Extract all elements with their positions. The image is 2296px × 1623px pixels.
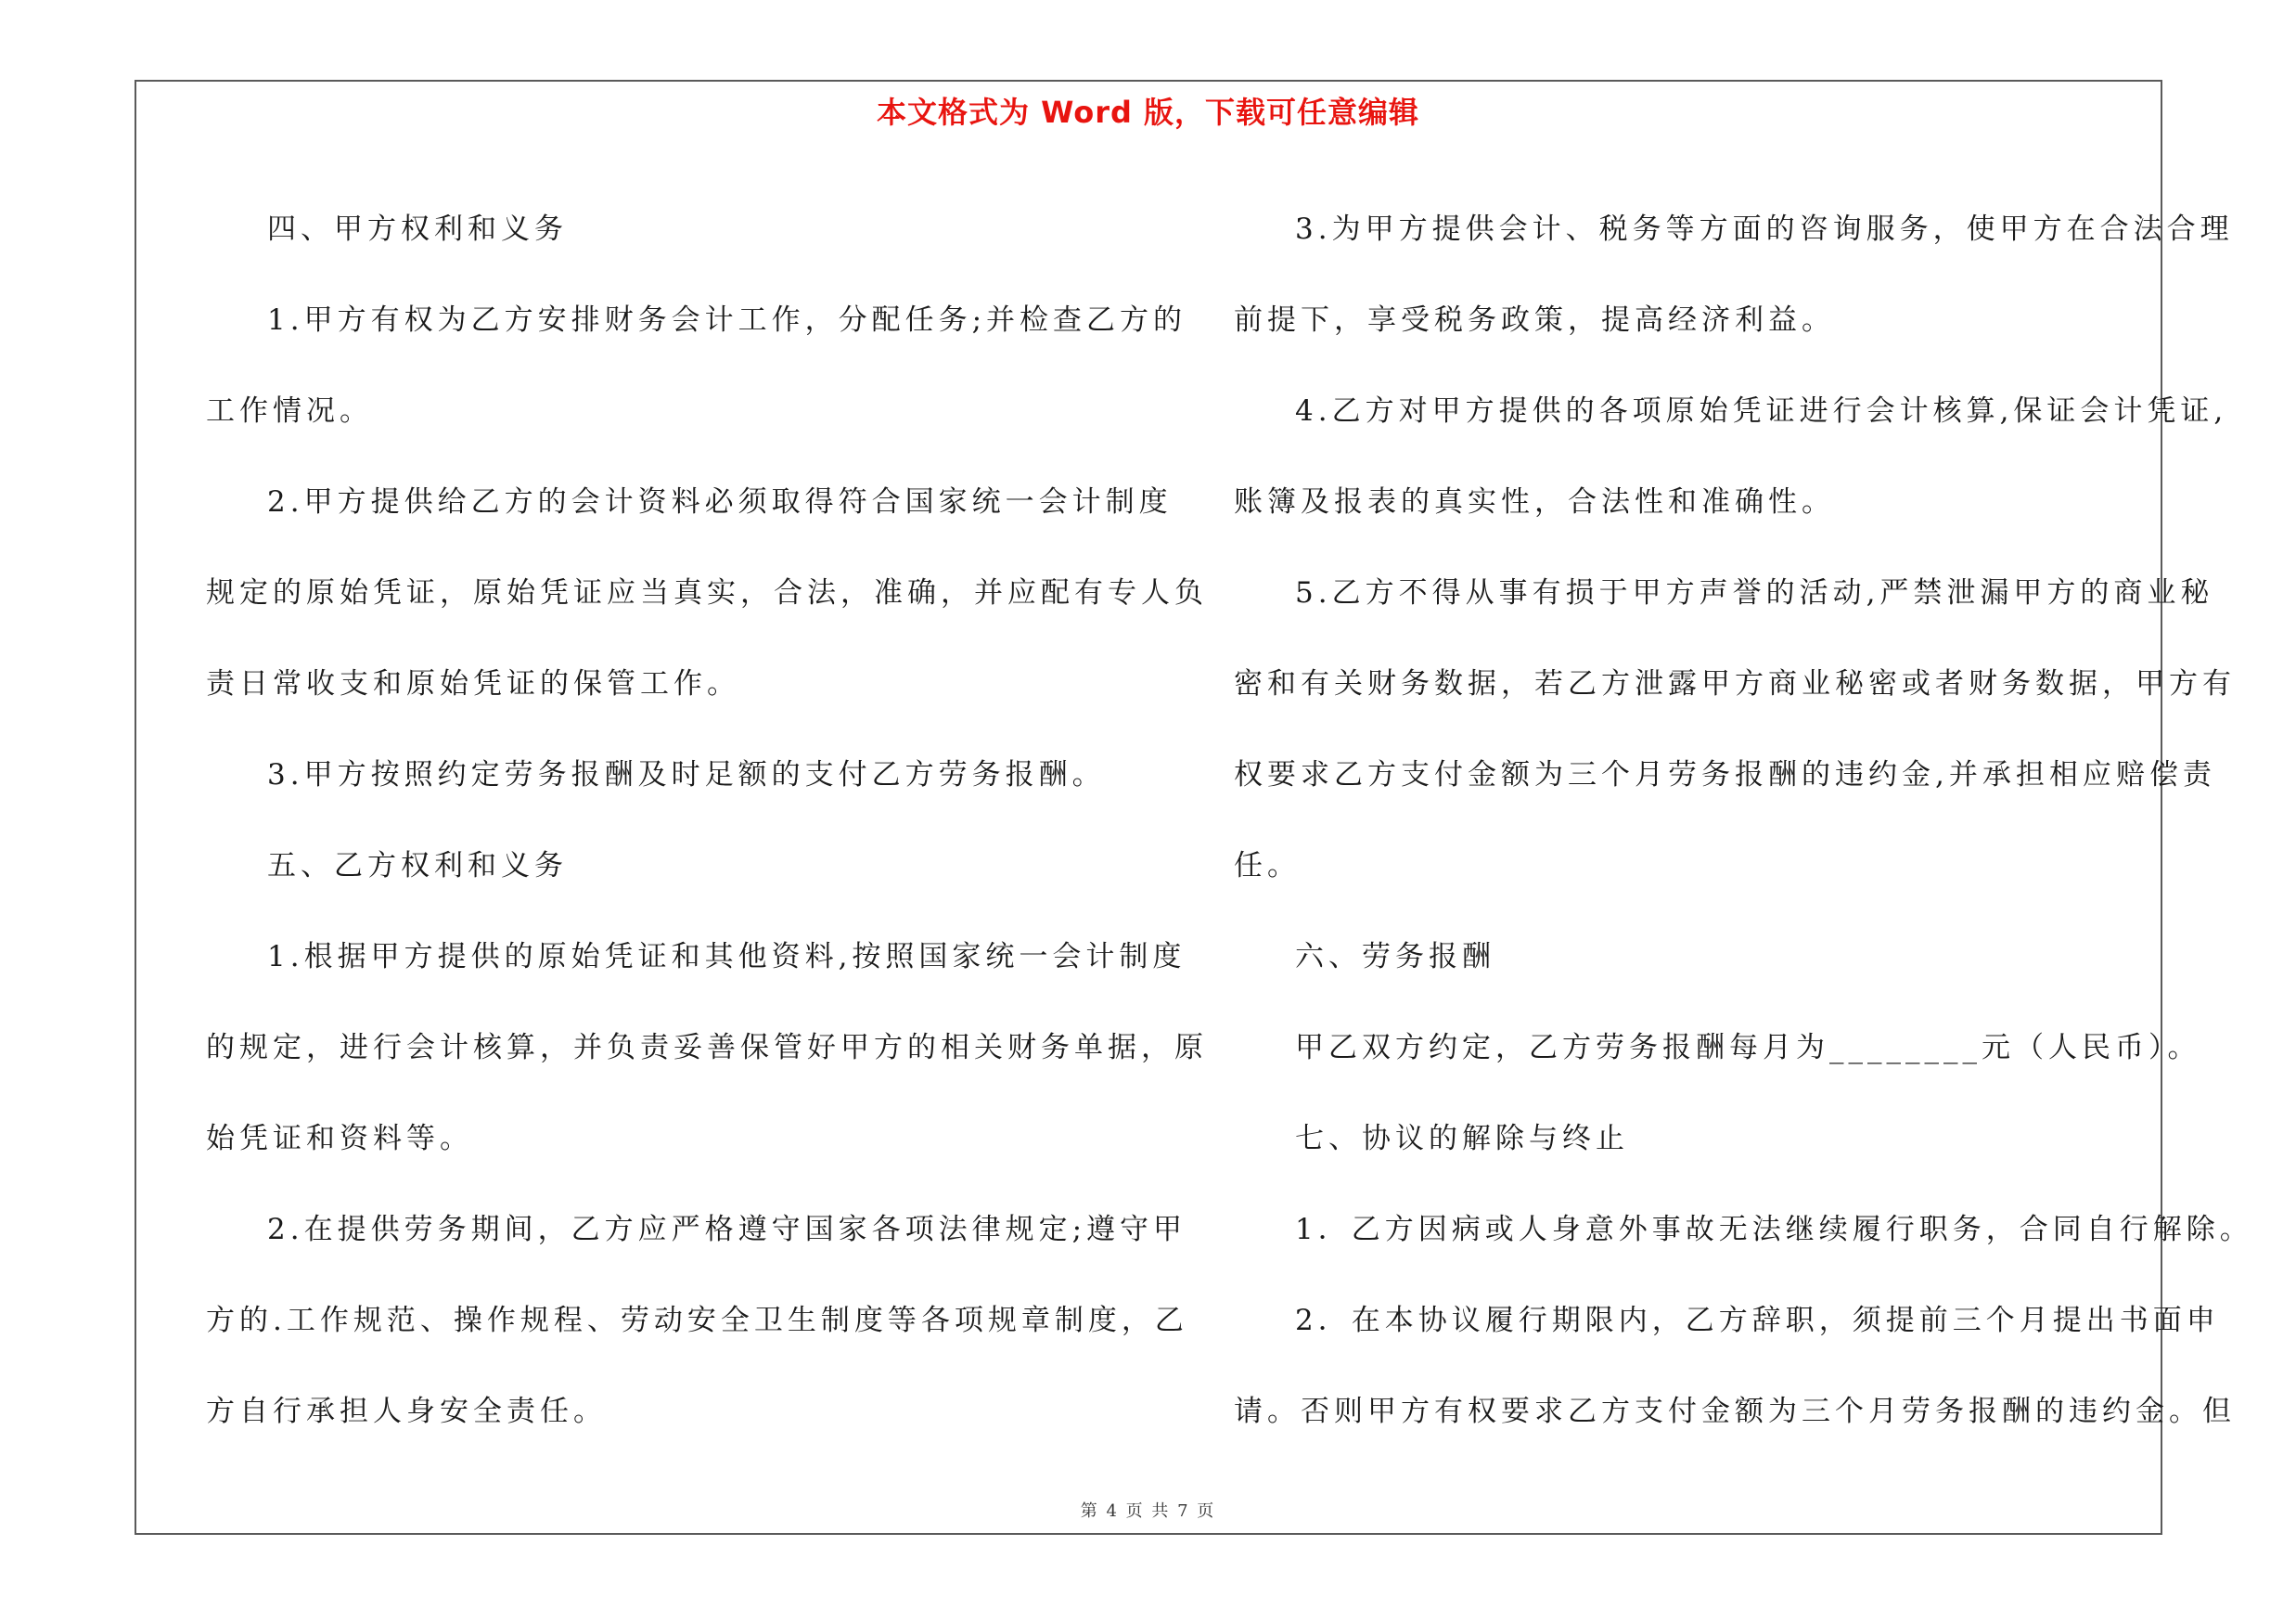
- paragraph-line: 工作情况。: [206, 394, 373, 428]
- paragraph-line: 前提下，享受税务政策，提高经济利益。: [1234, 303, 1835, 337]
- paragraph-line: 始凭证和资料等。: [206, 1122, 473, 1155]
- paragraph-line: 方的.工作规范、操作规程、劳动安全卫生制度等各项规章制度，乙: [206, 1304, 1188, 1337]
- paragraph-line: 3.甲方按照约定劳务报酬及时足额的支付乙方劳务报酬。: [267, 758, 1106, 792]
- paragraph-line: 1.根据甲方提供的原始凭证和其他资料,按照国家统一会计制度: [267, 940, 1186, 973]
- paragraph-line: 3.为甲方提供会计、税务等方面的咨询服务，使甲方在合法合理: [1295, 213, 2234, 246]
- paragraph-line: 方自行承担人身安全责任。: [206, 1395, 607, 1428]
- left-column: [206, 184, 1208, 1457]
- paragraph-line: 的规定，进行会计核算，并负责妥善保管好甲方的相关财务单据，原: [206, 1031, 1208, 1064]
- paragraph-line: 密和有关财务数据，若乙方泄露甲方商业秘密或者财务数据，甲方有: [1234, 667, 2236, 701]
- paragraph-line: 1.甲方有权为乙方安排财务会计工作，分配任务;并检查乙方的: [267, 303, 1187, 337]
- paragraph-line: 请。否则甲方有权要求乙方支付金额为三个月劳务报酬的违约金。但: [1234, 1395, 2236, 1428]
- paragraph-line: 五、乙方权利和义务: [267, 849, 568, 882]
- paragraph-line: 责日常收支和原始凭证的保管工作。: [206, 667, 740, 701]
- paragraph-line: 规定的原始凭证，原始凭证应当真实，合法，准确，并应配有专人负: [206, 576, 1208, 610]
- paragraph-line: 六、劳务报酬: [1295, 940, 1495, 973]
- paragraph-line: 2．在本协议履行期限内，乙方辞职，须提前三个月提出书面申: [1295, 1304, 2220, 1337]
- paragraph-line: 任。: [1234, 849, 1301, 882]
- page-number-footer: 第 4 页 共 7 页: [1080, 1501, 1216, 1521]
- paragraph-line: 5.乙方不得从事有损于甲方声誉的活动,严禁泄漏甲方的商业秘: [1295, 576, 2214, 610]
- paragraph-line: 四、甲方权利和义务: [267, 213, 568, 246]
- document-banner: 本文格式为 Word 版，下载可任意编辑: [876, 95, 1420, 130]
- paragraph-line: 4.乙方对甲方提供的各项原始凭证进行会计核算,保证会计凭证,: [1295, 394, 2228, 428]
- paragraph-line: 2.在提供劳务期间，乙方应严格遵守国家各项法律规定;遵守甲: [267, 1213, 1187, 1246]
- paragraph-line: 2.甲方提供给乙方的会计资料必须取得符合国家统一会计制度: [267, 485, 1173, 519]
- paragraph-line: 甲乙双方约定，乙方劳务报酬每月为________元（人民币）。: [1295, 1031, 2201, 1064]
- paragraph-line: 权要求乙方支付金额为三个月劳务报酬的违约金,并承担相应赔偿责: [1234, 758, 2216, 792]
- right-column: [1234, 184, 2253, 1457]
- paragraph-line: 七、协议的解除与终止: [1295, 1122, 1629, 1155]
- paragraph-line: 账簿及报表的真实性，合法性和准确性。: [1234, 485, 1835, 519]
- paragraph-line: 1．乙方因病或人身意外事故无法继续履行职务，合同自行解除。: [1295, 1213, 2253, 1246]
